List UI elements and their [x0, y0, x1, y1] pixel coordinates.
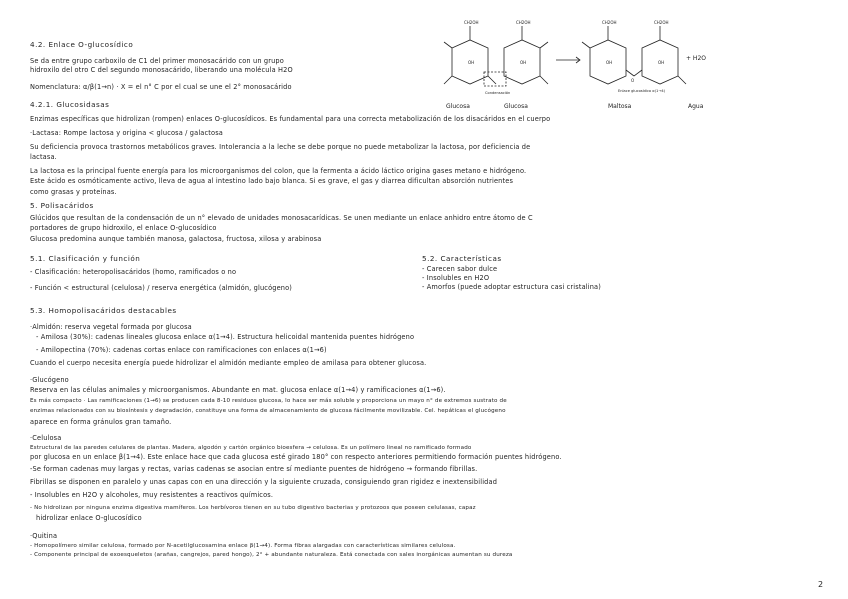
- label-glucosa-1: Glucosa: [446, 103, 470, 110]
- text-line: Es más compacto · Las ramificaciones (1→6) se producen cada 8-10 residuos glucosa, lo hace ser más soluble y proporciona un mayo n° de extremos sustrato de: [30, 398, 507, 404]
- text-line: por glucosa en un enlace β(1→4). Este enlace hace que cada glucosa esté girado 180° con respecto anteriores permitiendo formación puentes hidrógeno.: [30, 453, 562, 461]
- text-line: Reserva en las células animales y microorganismos. Abundante en mat. glucosa enlace α(1→4) y ramificaciones α(1→6).: [30, 386, 446, 394]
- text-line: - Homopolímero similar celulosa, formado por N-acetilglucosamina enlace β(1→4). Forma fibras alargadas con características similares celulosa.: [30, 543, 456, 549]
- bond-note: Enlace glucosídico α(1→4): [618, 89, 666, 93]
- section-title-5: 5. Polisacáridos: [30, 201, 94, 210]
- text-line: Glucosa predomina aunque también manosa, galactosa, fructosa, xilosa y arabinosa: [30, 235, 322, 243]
- text-line: - Amilosa (30%): cadenas lineales glucosa enlace α(1→4). Estructura helicoidal mantenida puentes hidrógeno: [36, 333, 415, 341]
- oh-label: OH: [520, 60, 527, 65]
- text-line: Se da entre grupo carboxilo de C1 del primer monosacárido con un grupo: [30, 57, 284, 65]
- section-title-4-2: 4.2. Enlace O-glucosídico: [30, 40, 134, 49]
- condensation-label: Condensación: [485, 91, 511, 95]
- text-line: hidrolizar enlace O-glucosídico: [36, 514, 142, 522]
- text-line: como grasas y proteínas.: [30, 188, 117, 196]
- subsection-celulosa: ·Celulosa: [30, 434, 62, 442]
- page-number: 2: [818, 580, 824, 589]
- ch2oh-label: CH2OH: [602, 20, 617, 25]
- section-title-5-3: 5.3. Homopolisacáridos destacables: [30, 306, 177, 315]
- ch2oh-label: CH2OH: [464, 20, 479, 25]
- text-line: Glúcidos que resultan de la condensación de un n° elevado de unidades monosacarídicas. Se unen mediante un enlace anhidro entre átomo de C: [30, 214, 533, 222]
- text-line: - No hidrolizan por ninguna enzima digestiva mamíferos. Los herbívoros tienen en su tubo digestivo bacterias y protozoos que poseen celulasas, capaz: [30, 505, 476, 511]
- text-line: ·Almidón: reserva vegetal formada por glucosa: [30, 323, 192, 331]
- oh-label: OH: [468, 60, 475, 65]
- text-line: aparece en forma gránulos gran tamaño.: [30, 418, 172, 426]
- text-line: - Carecen sabor dulce: [422, 265, 498, 273]
- section-title-5-2: 5.2. Características: [422, 254, 502, 263]
- text-line: Cuando el cuerpo necesita energía puede hidrolizar el almidón mediante empleo de amilasa para obtener glucosa.: [30, 359, 427, 367]
- text-line: enzimas relacionados con su biosíntesis y degradación, constituye una forma de almacenamiento de glucosa fácilmente movilizable. Cel. hepáticas el glucógeno: [30, 408, 506, 414]
- section-title-5-1: 5.1. Clasificación y función: [30, 254, 141, 263]
- oh-label: OH: [606, 60, 613, 65]
- text-line: Fibrillas se disponen en paralelo y unas capas con en una dirección y la siguiente cruzada, consiguiendo gran rigidez e inextensibilidad: [30, 478, 498, 486]
- text-line: portadores de grupo hidroxilo, el enlace O-glucosídico: [30, 224, 217, 232]
- text-line: - Insolubles en H2O: [422, 274, 490, 282]
- section-title-4-2-1: 4.2.1. Glucosidasas: [30, 100, 110, 109]
- label-glucosa-2: Glucosa: [504, 103, 528, 110]
- subsection-glucogeno: ·Glucógeno: [30, 376, 69, 384]
- text-line: Estructural de las paredes celulares de plantas. Madera, algodón y cartón orgánico bioesfera → celulosa. Es un polímero lineal no ramificado formado: [30, 445, 472, 451]
- ch2oh-label: CH2OH: [654, 20, 669, 25]
- text-line: lactasa.: [30, 153, 57, 161]
- text-line: Enzimas específicas que hidrolizan (rompen) enlaces O-glucosídicos. Es fundamental para una correcta metabolización de los disacáridos en el cuerpo: [30, 115, 551, 123]
- text-line: - Componente principal de exoesqueletos (arañas, cangrejos, pared hongo), 2° + abundante naturaleza. Está conectada con sales inorgánicas aumentan su dureza: [30, 552, 513, 558]
- text-line: La lactosa es la principal fuente energía para los microorganismos del colon, que la fermenta a ácido láctico origina gases metano e hidrógeno.: [30, 167, 527, 175]
- text-line: Nomenclatura: α/β(1→n) · X = el n° C por el cual se une el 2° monosacárido: [30, 83, 292, 91]
- subsection-quitina: ·Quitina: [30, 532, 58, 540]
- o-label: O: [631, 78, 635, 83]
- maltosa-formation-diagram: [440, 18, 740, 113]
- text-line: hidroxilo del otro C del segundo monosacárido, liberando una molécula H2O: [30, 66, 293, 74]
- text-line: Su deficiencia provoca trastornos metabólicos graves. Intolerancia a la leche se debe porque no puede metabolizar la lactosa, por deficiencia de: [30, 143, 531, 151]
- label-agua: Agua: [688, 103, 704, 110]
- oh-label: OH: [658, 60, 665, 65]
- plus-water: + H2O: [686, 55, 706, 62]
- ch2oh-label: CH2OH: [516, 20, 531, 25]
- text-line: Este ácido es osmóticamente activo, lleva de agua al intestino lado bajo blanca. Si es grave, el gas y diarrea dificultan absorción nutrientes: [30, 177, 514, 185]
- text-line: - Clasificación: heteropolisacáridos (homo, ramificados o no: [30, 268, 237, 276]
- text-line: - Función < estructural (celulosa) / reserva energética (almidón, glucógeno): [30, 284, 293, 292]
- text-line: - Amilopectina (70%): cadenas cortas enlace con ramificaciones con enlaces α(1→6): [36, 346, 327, 354]
- text-line: -Se forman cadenas muy largas y rectas, varias cadenas se asocian entre sí mediante puentes de hidrógeno → formando fibrillas.: [30, 465, 478, 473]
- condensation-box: [484, 72, 506, 86]
- label-maltosa: Maltosa: [608, 103, 632, 110]
- text-line: - Insolubles en H2O y alcoholes, muy resistentes a reactivos químicos.: [30, 491, 274, 499]
- text-line: - Amorfos (puede adoptar estructura casi cristalina): [422, 283, 601, 291]
- text-line: ·Lactasa: Rompe lactosa y origina < glucosa / galactosa: [30, 129, 223, 137]
